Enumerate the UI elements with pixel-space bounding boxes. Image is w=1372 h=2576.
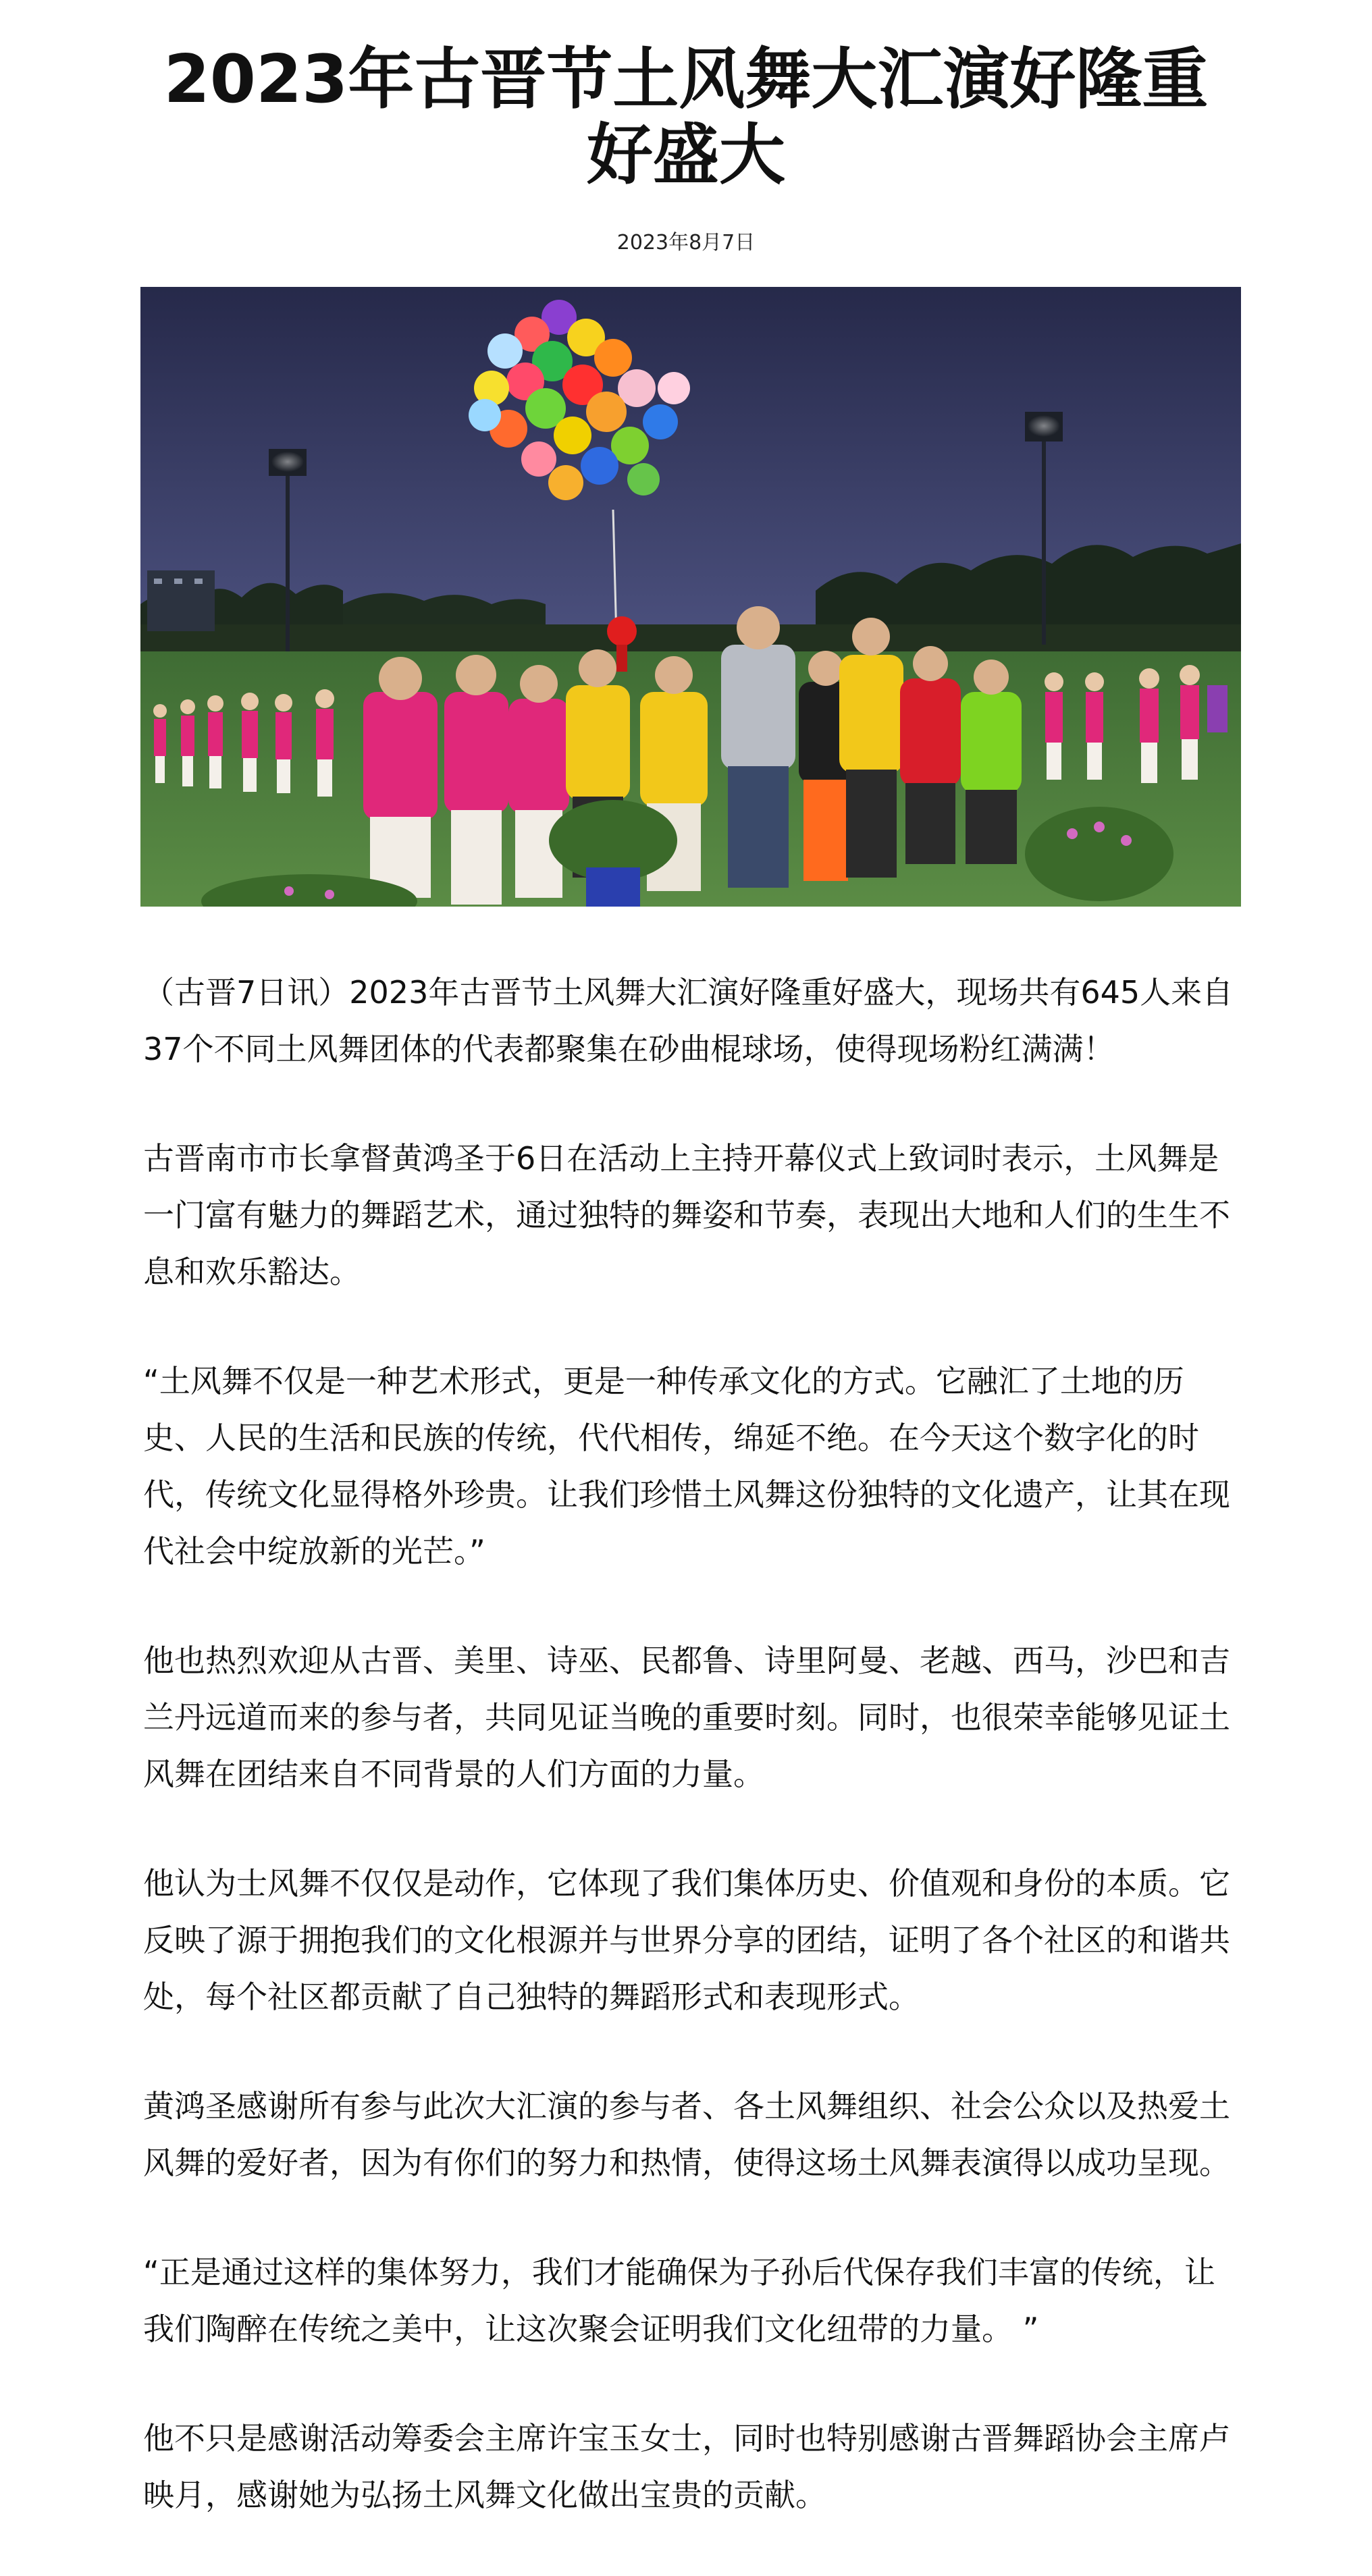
- article-paragraph-8: 他不只是感谢活动筹委会主席许宝玉女士，同时也特别感谢古晋舞蹈协会主席卢映月，感谢她为弘扬土风舞文化做出宝贵的贡献。: [143, 2420, 1230, 2513]
- article-paragraph-2: 古晋南市市长拿督黄鸿圣于6日在活动上主持开幕仪式上致词时表示，土风舞是一门富有魅力的舞蹈艺术，通过独特的舞姿和节奏，表现出大地和人们的生生不息和欢乐豁达。: [143, 1140, 1230, 1290]
- article-paragraph-6: 黄鸿圣感谢所有参与此次大汇演的参与者、各土风舞组织、社会公众以及热爱土风舞的爱好者，因为有你们的努力和热情，使得这场土风舞表演得以成功呈现。: [143, 2088, 1230, 2181]
- article-paragraph-3: “土风舞不仅是一种艺术形式，更是一种传承文化的方式。它融汇了土地的历史、人民的生活和民族的传统，代代相传，绵延不绝。在今天这个数字化的时代，传统文化显得格外珍贵。让我们珍惜土风舞这份独特的文化遗产，让其在现代社会中绽放新的光芒。”: [143, 1363, 1230, 1569]
- event-photo-icon: [140, 287, 1241, 907]
- article-photo: [140, 287, 1241, 907]
- article-body: [143, 964, 1236, 2576]
- article-paragraph-7: “正是通过这样的集体努力，我们才能确保为子孙后代保存我们丰富的传统，让我们陶醉在传统之美中，让这次聚会证明我们文化纽带的力量。 ”: [143, 2254, 1215, 2347]
- article-paragraph-1: （古晋7日讯）2023年古晋节土风舞大汇演好隆重好盛大，现场共有645人来自37个不同土风舞团体的代表都聚集在砂曲棍球场，使得现场粉红满满！: [143, 974, 1234, 1067]
- article-title: 2023年古晋节土风舞大汇演好隆重好盛大: [163, 41, 1209, 194]
- article-date: 2023年8月7日: [616, 231, 756, 254]
- article-paragraph-4: 他也热烈欢迎从古晋、美里、诗巫、民都鲁、诗里阿曼、老越、西马，沙巴和吉兰丹远道而来的参与者，共同见证当晚的重要时刻。同时，也很荣幸能够见证土风舞在团结来自不同背景的人们方面的力量。: [143, 1642, 1230, 1792]
- article-paragraph-5: 他认为士风舞不仅仅是动作，它体现了我们集体历史、价值观和身份的本质。它反映了源于拥抱我们的文化根源并与世界分享的团结，证明了各个社区的和谐共处，每个社区都贡献了自己独特的舞蹈形式和表现形式。: [143, 1865, 1230, 2015]
